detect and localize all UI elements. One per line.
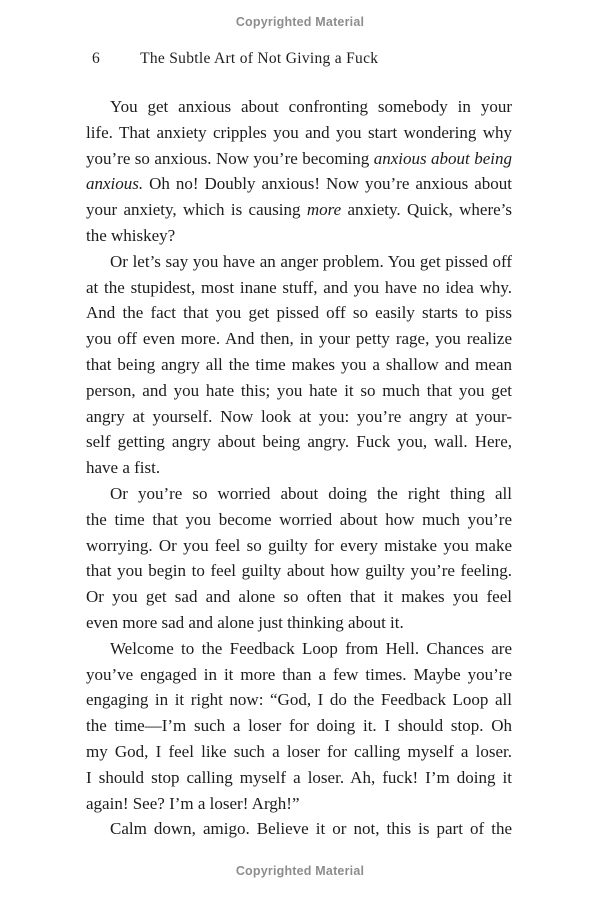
text-line: And the fact that you get pissed off so easily starts to piss [86, 303, 512, 323]
text-line: that being angry all the time makes you a shallow and mean [86, 354, 512, 374]
page-number: 6 [92, 50, 101, 67]
body-text [86, 94, 512, 842]
text-line: the time that you become worried about how much you’re [86, 509, 512, 529]
text-line: Welcome to the Feedback Loop from Hell. Chances are [110, 638, 512, 658]
text-line: life. That anxiety cripples you and you start wondering why [86, 122, 512, 142]
text-line: Or you get sad and alone so often that it makes you feel [86, 587, 512, 607]
text-line: engaging in it right now: “God, I do the Feedback Loop all [86, 690, 512, 710]
text-line: I should stop calling myself a loser. Ah, fuck! I’m doing it [86, 767, 512, 787]
text-line: you off even more. And then, in your petty rage, you realize [86, 329, 512, 349]
text-line: my God, I feel like such a loser for calling myself a loser. [86, 741, 512, 761]
text-line: worrying. Or you feel so guilty for every mistake you make [86, 535, 512, 555]
text-line: the time—I’m such a loser for doing it. I should stop. Oh [86, 716, 512, 736]
text-line: have a fist. [86, 458, 161, 478]
text-line: anxious. Oh no! Doubly anxious! Now you’re anxious about [86, 174, 512, 194]
page-header [92, 50, 378, 68]
running-title: The Subtle Art of Not Giving a Fuck [140, 50, 379, 67]
text-line: you’ve engaged in it more than a few times. Maybe you’re [86, 664, 512, 684]
text-line: again! See? I’m a loser! Argh!” [86, 793, 300, 813]
copyright-notice-top: Copyrighted Material [235, 15, 365, 29]
text-line: self getting angry about being angry. Fuck you, wall. Here, [86, 432, 512, 452]
text-line: at the stupidest, most inane stuff, and you have no idea why. [86, 277, 512, 297]
text-line: person, and you hate this; you hate it so much that you get [86, 380, 512, 400]
text-line: the whiskey? [86, 225, 176, 245]
text-line: even more sad and alone just thinking about it. [86, 612, 404, 632]
text-line: that you begin to feel guilty about how guilty you’re feeling. [86, 561, 512, 581]
text-line: you’re so anxious. Now you’re becoming anxious about being [86, 148, 512, 168]
text-line: You get anxious about confronting somebody in your [110, 97, 512, 116]
text-line: angry at yourself. Now look at you: you’re angry at your- [86, 406, 512, 426]
text-line: Calm down, amigo. Believe it or not, this is part of the [110, 819, 512, 839]
copyright-notice-bottom: Copyrighted Material [235, 864, 365, 878]
text-line: Or let’s say you have an anger problem. You get pissed off [110, 251, 512, 271]
text-line: your anxiety, which is causing more anxiety. Quick, where’s [86, 200, 512, 220]
text-line: Or you’re so worried about doing the right thing all [110, 483, 512, 503]
